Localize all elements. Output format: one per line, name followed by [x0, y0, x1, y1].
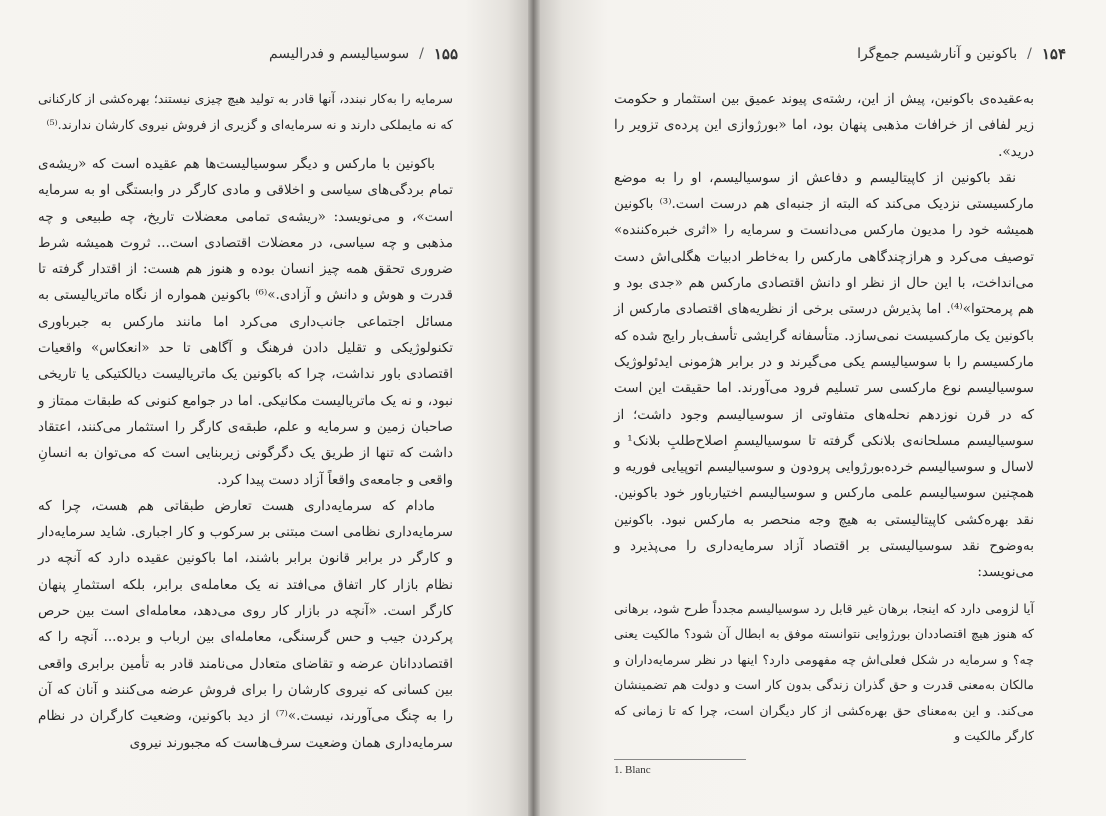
right-paragraph-2: نقد باکونین از کاپیتالیسم و دفاعش از سوسیالیسم، او را به موضع مارکسیستی نزدیک می‌کند که البته از جنبه‌ای هم درست است.⁽³⁾ باکونین همیشه خود را مدیون مارکس می‌دانست و سرمایه را «اثری خبره‌کننده» توصیف می‌کرد و هرازچندگاهی مارکس را به‌خاطر ادبیات هگلی‌اش دست می‌انداخت، با این حال از نظر او دانش اقتصادی مارکس هم «جدی بود و هم پرمحتوا»⁽⁴⁾. اما پذیرش درستی برخی از نظریه‌های اقتصادی مارکس از باکونین یک مارکسیست نمی‌سازد. متأسفانه گرایشی تأسف‌بار رایج شده که مارکسیسم را با سوسیالیسم یکی می‌گیرند و در برابر هژمونی ایدئولوژیک سوسیالیسم نوع مارکسی سر تسلیم فرود می‌آورند. اما حقیقت این است که در قرن نوزدهم نحله‌های متفاوتی از سوسیالیسم وجود داشت؛ از سوسیالیسم مسلحانه‌ی بلانکی گرفته تا سوسیالیسمِ اصلاح‌طلبِ بلانک¹ و لاسال و سوسیالیسم خرده‌بورژوایی پرودون و سوسیالیسم اتوپیایی فوریه و همچنین سوسیالیسم علمی مارکس و سوسیالیسم اختیارباور خود باکونین. نقد بهره‌کشی کاپیتالیستی به هیچ وجه منحصر به مارکس نبود. باکونین به‌وضوح نقد سوسیالیستی بر اقتصاد آزاد سرمایه‌داری را می‌پذیرد و می‌نویسد:	[614, 169, 1034, 581]
right-block-quote: آیا لزومی دارد که اینجا، برهان غیر قابل رد سوسیالیسم مجدداً طرح شود، برهانی که هنوز هیچ اقتصاددان بورژوایی نتوانسته موفق به ابطال آن شود؟ مالکیت یعنی چه؟ و سرمایه در شکل فعلی‌اش چه مفهومی دارد؟ اینها در نظر سرمایه‌داران و مالکان به‌معنی قدرت و حق گذران زندگی بدون کار است و دولت هم تضمینشان می‌کند. و این به‌معنای حق بهره‌کشی از کار دیگران است، چرا که تا زمانی که کارگر مالکیت و	[614, 600, 1034, 744]
right-page-body	[614, 86, 1034, 749]
left-page-body	[38, 86, 453, 756]
left-page	[0, 0, 528, 816]
left-header-separator: /	[419, 46, 424, 62]
right-page-number: ۱۵۴	[1041, 45, 1066, 63]
left-page-number: ۱۵۵	[433, 45, 458, 63]
right-paragraph-1: به‌عقیده‌ی باکونین، پیش از این، رشته‌ی پیوند عمیق بین استثمار و حکومت زیر لفافی از خرافات مذهبی پنهان بود، اما «بورژوازی این پرده‌ی تزویر را درید».	[614, 91, 1034, 160]
right-page	[540, 0, 1106, 816]
book-gutter	[528, 0, 540, 816]
right-header-separator: /	[1027, 46, 1032, 62]
right-chapter-title: باکونین و آنارشیسم جمع‌گرا	[857, 46, 1018, 62]
footnote: 1. Blanc	[614, 764, 651, 776]
left-paragraph-1: باکونین با مارکس و دیگر سوسیالیست‌ها هم عقیده است که «ریشه‌ی تمام بردگی‌های سیاسی و اخلاقی و مادی کارگر در وابستگی او به سرمایه است»، و می‌نویسد: «ریشه‌ی تمامی معضلات تاریخ، چه طبیعی و چه مذهبی و چه سیاسی، در معضلات اقتصادی است... ثروت همیشه شرط ضروری تحقق همه چیز انسان بوده و هنوز هم هست: از اقتدار گرفته تا قدرت و هوش و دانش و آزادی.»⁽⁶⁾ باکونین همواره از نگاه ماتریالیستی به مسائل اجتماعی جانب‌داری می‌کرد اما مانند مارکس به جبرباوری تکنولوژیکی و تقلیل دادن فرهنگ و آگاهی تا حد «انعکاس» واقعیات اقتصادی باور نداشت، چرا که باکونین یک ماتریالیست دیالکتیکی یا تاریخی نبود، و نه یک ماتریالیست مکانیکی. اما در جوامع کنونی که طبقات ممتاز و صاحبان زمین و سرمایه و علم، طبقه‌ی کارگر را استثمار می‌کنند، اعتقاد داشت که تنها از طریق یک دگرگونی زیربنایی است که می‌توان به انسانِ واقعی و جامعه‌ی واقعاً آزاد دست پیدا کرد.	[38, 156, 453, 488]
footnote-divider	[614, 759, 746, 760]
left-chapter-title: سوسیالیسم و فدرالیسم	[268, 46, 410, 62]
left-page-header	[38, 42, 458, 66]
left-quote-continuation: سرمایه را به‌کار نبندد، آنها قادر به تولید هیچ چیزی نیستند؛ بهره‌کشی از کارکنانی که نه مایملکی دارند و نه سرمایه‌ای و گزیری از فروش نیروی کارشان ندارند.⁽⁵⁾	[38, 91, 453, 132]
right-page-header	[610, 42, 1066, 66]
left-paragraph-2: مادام که سرمایه‌داری هست تعارض طبقاتی هم هست، چرا که سرمایه‌داری نظامی است مبتنی بر سرکوب و کار اجباری. شاید سرمایه‌دار و کارگر در برابر قانون برابر باشند، اما باکونین عقیده دارد که آنچه در نظام بازار کار اتفاق می‌افتد نه یک معامله‌ی برابر، بلکه استثمارِ پنهان کارگر است. «آنچه در بازار کار روی می‌دهد، معامله‌ای است بین حرص پرکردن جیب و حس گرسنگی، معامله‌ای بین ارباب و برده... آنچه را که اقتصاددانان عرضه و تقاضای متعادل می‌نامند قادر به تأمین برابری واقعی بین کسانی که نیروی کارشان را برای فروش عرضه می‌کنند و آنان که آن را به چنگ می‌آورند، نیست.»⁽⁷⁾ از دید باکونین، وضعیت کارگران در نظام سرمایه‌داری همان وضعیت سرف‌هاست که مجبورند نیروی	[38, 497, 454, 751]
